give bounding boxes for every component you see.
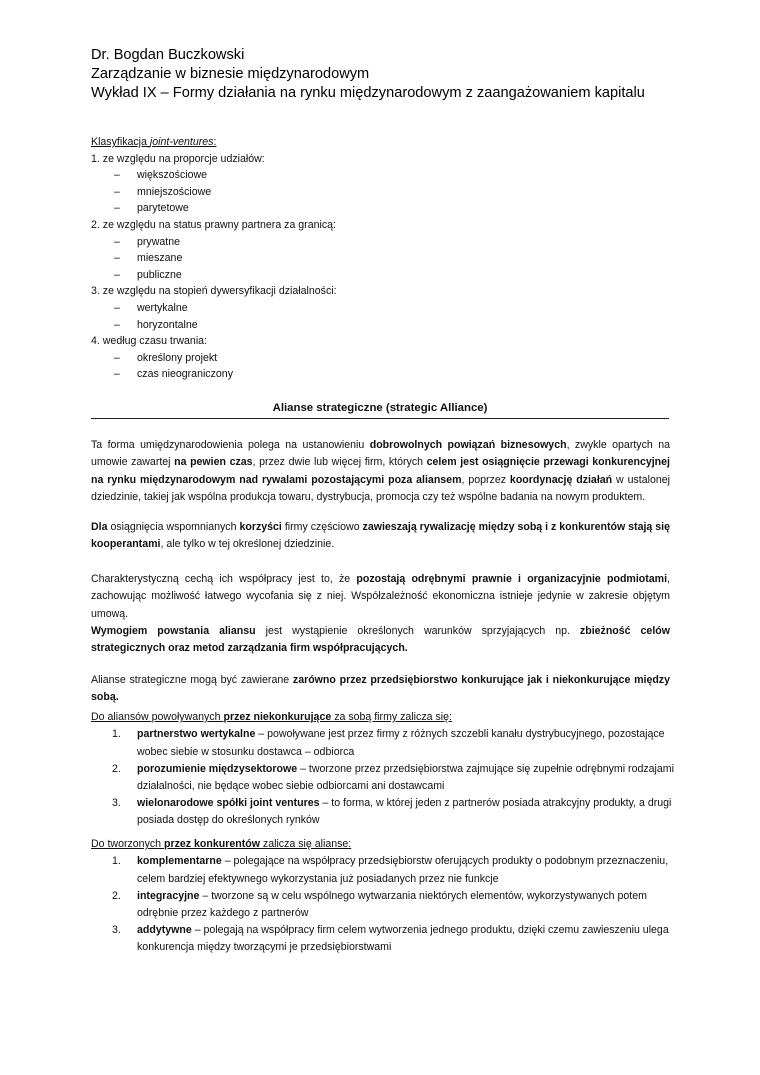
p2-text-3: , ale tylko w tej określonej dziedzinie. — [160, 538, 335, 551]
classification-item-text: mniejszościowe — [137, 185, 212, 198]
dash-bullet: – — [114, 268, 120, 281]
dash-bullet: – — [114, 368, 120, 381]
item-term: wielonarodowe spółki joint ventures — [137, 797, 320, 810]
p4-bold-1: Wymogiem powstania aliansu — [91, 625, 256, 637]
document-header — [91, 46, 731, 103]
classification-item-text: parytetowe — [137, 202, 189, 215]
p5-bold-1: zarówno przez przedsiębiorstwo konkurujące jak i niekonkurujące między sobą. — [91, 674, 670, 704]
item-description: – tworzone przez przedsiębiorstwa zajmujące się zupełnie odrębnymi rodzajami działalności, nie będące wobec siebie odbiorcami ani dostawcami — [137, 762, 674, 792]
classification-item-text: mieszane — [137, 252, 183, 265]
p2-bold-3: zawieszają rywalizację między sobą i z konkurentów stają się kooperantami — [91, 521, 670, 551]
classification-item — [91, 184, 691, 201]
classification-title-prefix: Klasyfikacja — [91, 136, 150, 148]
dash-bullet: – — [114, 252, 120, 265]
noncompeting-head-suffix: za sobą firmy zalicza się: — [331, 711, 452, 723]
classification-title-italic: joint-ventures — [149, 136, 214, 148]
item-term: partnerstwo wertykalne — [137, 728, 256, 741]
item-term: porozumienie międzysektorowe — [137, 762, 298, 775]
item-description: – to forma, w której jeden z partnerów posiada atrakcyjny produkty, a drugi posiada dostęp do określonych rynków — [137, 797, 672, 827]
competing-alliances — [91, 836, 681, 957]
classification-group-label: 3. ze względu na stopień dywersyfikacji działalności: — [91, 285, 337, 298]
item-description: – polegające na współpracy przedsiębiorstw oferujących produkty o podobnym przeznaczeniu, celem bardziej efektywnego wykorzystania już posiadanych przez nie funkcje — [137, 855, 669, 885]
noncompeting-alliances — [91, 709, 681, 830]
lecture-title: Wykład IX – Formy działania na rynku międzynarodowym z zaangażowaniem kapitalu — [91, 85, 645, 101]
classification-item — [91, 250, 691, 267]
item-number: 2. — [112, 889, 121, 902]
noncompeting-item — [91, 795, 681, 829]
classification-item-text: horyzontalne — [137, 318, 198, 331]
competing-item — [91, 888, 681, 922]
item-description: – polegają na współpracy firm celem wytworzenia jednego produktu, dzięki czemu zawieszeniu ulega konkurencja między tworzącymi je przedsiębiorstwami — [137, 924, 669, 954]
classification-item-text: wertykalne — [137, 301, 188, 314]
p1-bold-1: dobrowolnych powiązań biznesowych — [369, 439, 567, 451]
dash-bullet: – — [114, 169, 120, 182]
competing-item — [91, 922, 681, 956]
paragraph-types — [91, 672, 670, 707]
item-number: 1. — [112, 855, 121, 868]
section-title: Alianse strategiczne (strategic Alliance) — [91, 399, 669, 419]
classification-item — [91, 234, 691, 251]
competing-head-bold: przez konkurentów — [164, 838, 260, 850]
competing-head-suffix: zalicza się alianse: — [259, 838, 352, 850]
classification-title — [91, 134, 691, 151]
competing-list — [91, 853, 681, 956]
classification-item — [91, 200, 691, 217]
author-line: Dr. Bogdan Buczkowski — [91, 47, 245, 63]
item-number: 3. — [112, 797, 121, 810]
p5-text-1: Alianse strategiczne mogą być zawierane — [91, 674, 293, 686]
paragraph-definition — [91, 437, 670, 507]
competing-item — [91, 853, 681, 887]
classification-item-text: czas nieograniczony — [137, 368, 233, 381]
paragraph-requirement — [91, 623, 670, 658]
classification-title-text — [91, 136, 216, 148]
dash-bullet: – — [114, 318, 120, 331]
classification-item-text: prywatne — [137, 235, 180, 248]
classification-group-label: 2. ze względu na status prawny partnera za granicą: — [91, 218, 336, 231]
p3-text-1: Charakterystyczną cechą ich współpracy jest to, że — [91, 573, 357, 585]
p1-text-2: , zwykle opartych na umowie zawartej — [91, 439, 670, 469]
dash-bullet: – — [114, 202, 120, 215]
p1-bold-4: koordynację działań — [509, 473, 613, 486]
classification-group-label: 4. według czasu trwania: — [91, 335, 208, 348]
jv-classification — [91, 134, 691, 383]
item-term: integracyjne — [137, 889, 200, 902]
item-number: 2. — [112, 762, 121, 775]
p3-text-2: , zachowując możliwość łatwego wycofania się z niej. Współzależność ekonomiczna istnieje jedynie w zakresie objętym umową. — [91, 573, 670, 620]
classification-item — [91, 267, 691, 284]
course-line: Zarządzanie w biznesie międzynarodowym — [91, 66, 370, 82]
noncompeting-heading — [91, 709, 681, 726]
dash-bullet: – — [114, 235, 120, 248]
classification-title-suffix: : — [213, 136, 217, 148]
classification-item — [91, 350, 691, 367]
p2-bold-2: korzyści — [239, 521, 282, 533]
dash-bullet: – — [114, 185, 120, 198]
dash-bullet: – — [114, 351, 120, 364]
item-description: – powoływane jest przez firmy z różnych szczebli kanału dystrybucyjnego, pozostające wobec siebie w stosunku dostawca – odbiorca — [137, 728, 665, 758]
item-term: addytywne — [137, 924, 192, 937]
p1-text-3: , przez dwie lub więcej firm, których — [252, 456, 427, 469]
noncompeting-head-prefix: Do aliansów powoływanych — [91, 711, 224, 723]
classification-groups — [91, 151, 691, 383]
p1-text-1: Ta forma umiędzynarodowienia polega na ustanowieniu — [91, 439, 370, 451]
p1-text-4: , poprzez — [461, 473, 510, 486]
p1-bold-2: na pewien czas — [174, 456, 253, 469]
p2-text-2: firmy częściowo — [281, 521, 363, 533]
p1-bold-3: celem jest osiągnięcie przewagi konkurencyjnej na rynku międzynarodowym nad rywalami pozostającymi poza aliansem — [91, 456, 670, 486]
noncompeting-item — [91, 761, 681, 795]
item-description: – tworzone są w celu wspólnego wytwarzania niektórych elementów, wykorzystywanych potem odrębnie przez każdego z partnerów — [137, 889, 647, 919]
classification-item — [91, 366, 691, 383]
paragraph-characteristics — [91, 571, 670, 623]
dash-bullet: – — [114, 301, 120, 314]
competing-heading — [91, 836, 681, 853]
classification-item-text: publiczne — [137, 268, 182, 281]
classification-group-label: 1. ze względu na proporcje udziałów: — [91, 152, 265, 165]
noncompeting-list — [91, 726, 681, 829]
competing-head-prefix: Do tworzonych — [91, 838, 165, 850]
item-term: komplementarne — [137, 855, 222, 868]
p4-bold-2: zbieżność celów strategicznych oraz metod zarządzania firm współpracujących. — [91, 625, 670, 655]
classification-item-text: określony projekt — [137, 351, 218, 364]
classification-item — [91, 167, 691, 184]
classification-item-text: większościowe — [137, 169, 208, 182]
classification-item — [91, 317, 691, 334]
item-number: 1. — [112, 728, 121, 741]
noncompeting-item — [91, 726, 681, 760]
item-number: 3. — [112, 924, 121, 937]
classification-item — [91, 300, 691, 317]
p1-text-5: w ustalonej dziedzinie, takiej jak wspólna produkcja towaru, dystrybucja, promocja czy też wspólne badania na nowym produktem. — [91, 473, 670, 504]
p3-bold-1: pozostają odrębnymi prawnie i organizacyjnie podmiotami — [356, 573, 668, 585]
noncompeting-head-bold: przez niekonkurujące — [223, 711, 332, 723]
p2-text-1: osiągnięcia wspomnianych — [107, 521, 240, 533]
p2-bold-1: Dla — [91, 521, 108, 533]
p4-text-1: jest wystąpienie określonych warunków sprzyjających np. — [255, 625, 580, 637]
paragraph-benefits — [91, 519, 670, 554]
